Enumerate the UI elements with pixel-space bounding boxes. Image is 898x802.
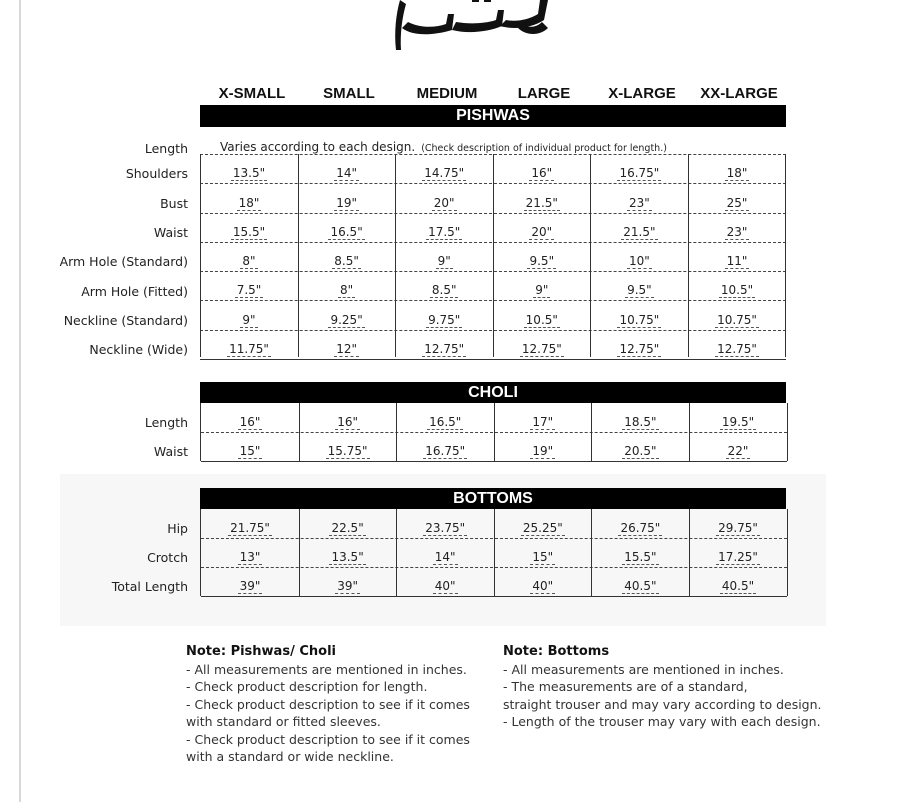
note-line: - Check product description for length. [186, 679, 428, 694]
pishwas-section-bar: PISHWAS [200, 105, 786, 127]
cell-value: 12" [336, 342, 357, 357]
table-cell [591, 579, 689, 593]
row-label: Neckline (Standard) [63, 312, 188, 328]
size-header: XX-LARGE [700, 85, 778, 102]
note-line: - Check product description to see if it comes [186, 696, 470, 712]
table-cell [590, 254, 688, 268]
cell-value: 8" [242, 254, 256, 269]
table-cell [493, 313, 591, 327]
column-divider [396, 509, 397, 596]
cell-value: 10.5" [525, 312, 558, 327]
length-varies-main: Varies according to each design. [220, 140, 416, 154]
cell-value: 11.75" [229, 342, 269, 357]
cell-value: 16" [531, 166, 553, 181]
cell-value: 9.5" [627, 283, 652, 298]
column-divider [494, 403, 495, 461]
cell-value: 15.5" [624, 550, 657, 564]
note-line: - All measurements are mentioned in inches. [186, 661, 467, 677]
cell-value: 16.5" [429, 415, 462, 429]
table-cell [591, 415, 689, 429]
cell-value: 19.5" [721, 415, 755, 429]
column-divider [395, 154, 396, 357]
row-label: Waist [153, 224, 188, 240]
table-cell [200, 166, 298, 180]
cell-value: 25.25" [522, 521, 563, 535]
column-divider [299, 509, 300, 596]
cell-value: 17.25" [718, 550, 758, 564]
table-cell [200, 196, 298, 210]
table-cell [590, 166, 688, 180]
row-label: Hip [167, 521, 188, 536]
table-cell [590, 342, 688, 356]
table-cell [200, 225, 298, 239]
cell-value: 18" [726, 166, 748, 181]
cell-value: 9.25" [330, 312, 363, 327]
bottoms-table [200, 509, 788, 596]
cell-value: 17" [532, 415, 554, 429]
size-header: X-LARGE [608, 85, 676, 102]
cell-value: 26.75" [620, 521, 661, 535]
size-header: X-SMALL [218, 85, 286, 102]
table-cell [689, 579, 787, 593]
table-cell [493, 283, 591, 297]
cell-value: 16" [239, 415, 261, 429]
cell-value: 10" [628, 254, 650, 269]
table-cell [591, 521, 689, 535]
cell-value: 39" [337, 579, 358, 593]
row-label: Arm Hole (Fitted) [81, 283, 188, 299]
cell-value: 23.75" [425, 521, 466, 535]
table-cell [200, 342, 298, 356]
note-line: straight trouser and may vary according to design. [503, 696, 822, 712]
cell-value: 8.5" [431, 283, 457, 298]
cell-value: 15" [239, 444, 261, 458]
column-divider [396, 403, 397, 461]
table-border [785, 154, 786, 357]
table-cell [299, 521, 397, 535]
column-divider [494, 509, 495, 596]
cell-value: 23" [726, 224, 748, 239]
note-pishwas-choli [186, 643, 470, 766]
table-cell [200, 283, 298, 297]
table-cell [494, 579, 592, 593]
cell-value: 25" [726, 195, 748, 210]
row-label: Shoulders [125, 166, 188, 182]
size-header: SMALL [323, 85, 375, 102]
column-divider [689, 403, 690, 461]
note-bottoms-title: Note: Bottoms [503, 644, 610, 659]
column-divider [298, 154, 299, 357]
cell-value: 22" [727, 444, 749, 458]
cell-value: 20" [531, 224, 553, 239]
choli-table [200, 403, 788, 461]
cell-value: 20" [433, 195, 455, 210]
table-cell [201, 521, 299, 535]
cell-value: 8.5" [334, 254, 359, 269]
cell-value: 16" [337, 415, 358, 429]
cell-value: 9" [535, 283, 549, 298]
cell-value: 13.5" [331, 550, 364, 564]
column-divider [493, 154, 494, 357]
cell-value: 16.5" [330, 224, 363, 239]
cell-value: 12.75" [619, 342, 660, 357]
table-cell [590, 225, 688, 239]
cell-value: 15" [532, 550, 554, 564]
note-bottoms [503, 643, 822, 731]
table-cell [201, 579, 299, 593]
table-cell [298, 342, 396, 356]
brand-logo [392, 0, 552, 58]
cell-value: 8" [340, 283, 354, 298]
table-cell [396, 550, 494, 564]
table-cell [494, 550, 592, 564]
cell-value: 15.75" [327, 444, 368, 458]
cell-value: 7.5" [236, 283, 262, 298]
note-line: - Check product description to see if it comes [186, 731, 470, 747]
column-divider [591, 509, 592, 596]
cell-value: 14" [336, 166, 357, 181]
table-cell [395, 254, 493, 268]
table-cell [395, 342, 493, 356]
cell-value: 19" [532, 444, 554, 458]
table-cell [395, 166, 493, 180]
cell-value: 39" [239, 579, 261, 593]
table-cell [689, 550, 787, 564]
cell-value: 16.75" [425, 444, 466, 458]
cell-value: 10.5" [720, 283, 754, 298]
cell-value: 9" [242, 312, 256, 327]
table-cell [688, 254, 786, 268]
note-line: - Length of the trouser may vary with each design. [503, 714, 821, 729]
cell-value: 22.5" [331, 521, 364, 535]
note-line: with standard or fitted sleeves. [186, 714, 381, 729]
table-cell [200, 254, 298, 268]
table-cell [689, 521, 787, 535]
table-cell [591, 444, 689, 458]
table-cell [590, 283, 688, 297]
cell-value: 20.5" [624, 444, 657, 458]
cell-value: 9" [437, 254, 451, 269]
cell-value: 21.5" [623, 224, 656, 239]
table-cell [395, 313, 493, 327]
note-pishwas-choli-title: Note: Pishwas/ Choli [186, 644, 336, 659]
cell-value: 23" [628, 195, 650, 210]
size-header: MEDIUM [416, 85, 478, 102]
cell-value: 13" [239, 550, 261, 564]
cell-value: 10.75" [619, 312, 660, 327]
column-divider [590, 154, 591, 357]
table-cell [201, 415, 299, 429]
table-cell [590, 196, 688, 210]
table-cell [201, 550, 299, 564]
table-cell [298, 225, 396, 239]
note-line: with a standard or wide neckline. [186, 749, 394, 764]
column-divider [591, 403, 592, 461]
cell-value: 14" [434, 550, 456, 564]
table-cell [298, 254, 396, 268]
table-cell [591, 550, 689, 564]
cell-value: 17.5" [428, 224, 461, 239]
table-cell [493, 342, 591, 356]
row-label: Neckline (Wide) [89, 342, 188, 358]
table-cell [201, 444, 299, 458]
cell-value: 16.75" [619, 166, 660, 181]
length-varies-note: (Check description of individual product for length.) [421, 143, 667, 154]
row-label: Waist [153, 444, 188, 459]
table-cell [299, 579, 397, 593]
note-line: - All measurements are mentioned in inches. [503, 661, 784, 677]
column-divider [299, 403, 300, 461]
cell-value: 12.75" [717, 342, 757, 357]
table-cell [395, 225, 493, 239]
row-label: Arm Hole (Standard) [59, 254, 188, 270]
table-cell [494, 444, 592, 458]
cell-value: 15.5" [232, 224, 266, 239]
cell-value: 12.75" [424, 342, 465, 357]
table-cell [494, 521, 592, 535]
bottoms-section-bar: BOTTOMS [200, 488, 786, 509]
cell-value: 13.5" [232, 166, 266, 181]
cell-value: 21.5" [525, 195, 558, 210]
size-header: LARGE [517, 85, 571, 102]
cell-value: 21.75" [230, 521, 270, 535]
length-varies-text [220, 140, 667, 154]
cell-value: 40" [532, 579, 554, 593]
table-cell [493, 254, 591, 268]
left-border-line [19, 0, 21, 802]
pishwas-length-label: Length [144, 141, 188, 156]
pishwas-table [200, 127, 786, 357]
table-cell [493, 196, 591, 210]
column-divider [689, 509, 690, 596]
cell-value: 29.75" [718, 521, 758, 535]
table-cell [493, 225, 591, 239]
table-border [200, 154, 201, 357]
table-cell [396, 521, 494, 535]
table-cell [299, 444, 397, 458]
table-cell [396, 579, 494, 593]
cell-value: 9.5" [529, 254, 555, 269]
table-cell [590, 313, 688, 327]
table-cell [688, 342, 786, 356]
table-cell [689, 444, 787, 458]
column-divider [688, 154, 689, 357]
table-cell [298, 283, 396, 297]
table-cell [299, 415, 397, 429]
table-cell [200, 313, 298, 327]
cell-value: 19" [336, 195, 357, 210]
table-cell [298, 166, 396, 180]
table-cell [396, 444, 494, 458]
cell-value: 14.75" [424, 166, 465, 181]
table-row [200, 127, 786, 155]
cell-value: 18" [238, 195, 260, 210]
cell-value: 11" [726, 254, 748, 269]
table-cell [396, 415, 494, 429]
table-cell [395, 283, 493, 297]
cell-value: 10.75" [717, 312, 757, 327]
table-cell [688, 313, 786, 327]
table-cell [493, 166, 591, 180]
table-cell [298, 313, 396, 327]
choli-section-bar: CHOLI [200, 382, 786, 403]
cell-value: 9.75" [428, 312, 461, 327]
table-cell [688, 166, 786, 180]
table-cell [688, 225, 786, 239]
table-cell [299, 550, 397, 564]
cell-value: 18.5" [624, 415, 657, 429]
table-cell [494, 415, 592, 429]
table-cell [688, 196, 786, 210]
row-label: Bust [160, 195, 188, 211]
table-cell [298, 196, 396, 210]
note-line: - The measurements are of a standard, [503, 679, 748, 694]
row-label: Total Length [111, 579, 188, 594]
table-cell [395, 196, 493, 210]
table-cell [688, 283, 786, 297]
row-label: Crotch [147, 550, 188, 565]
table-cell [689, 415, 787, 429]
cell-value: 40.5" [721, 579, 755, 593]
cell-value: 40.5" [624, 579, 657, 593]
row-label: Length [144, 415, 188, 430]
cell-value: 12.75" [521, 342, 562, 357]
cell-value: 40" [434, 579, 456, 593]
